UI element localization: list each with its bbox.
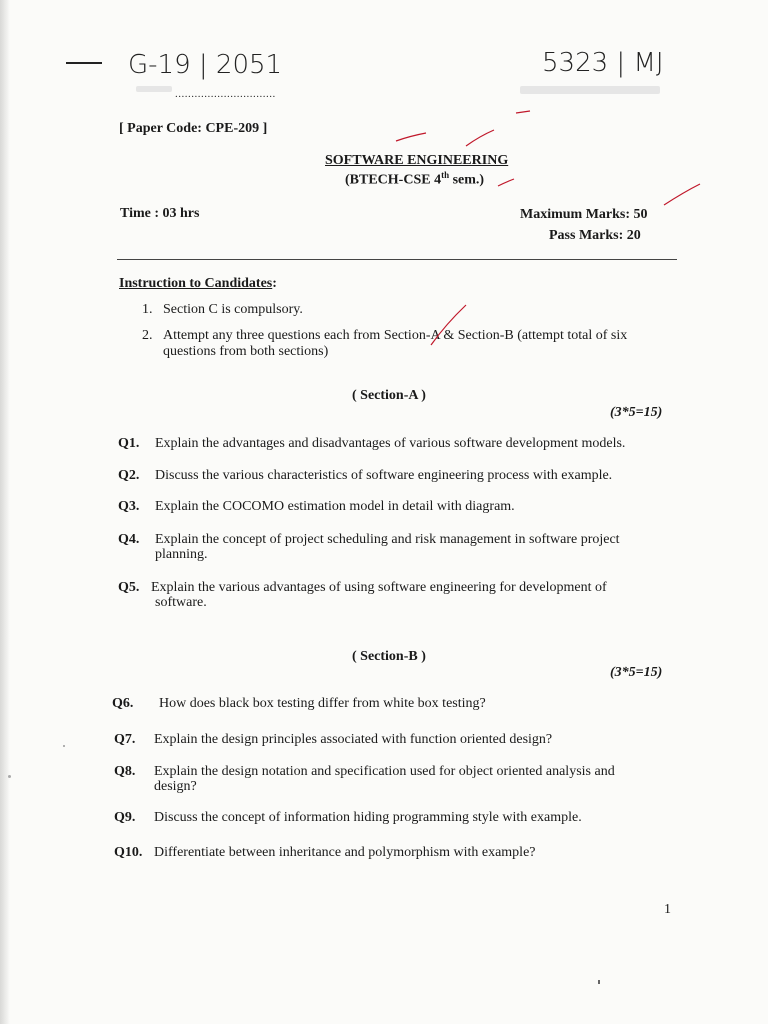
handwritten-left-code: G-19 | 2051 xyxy=(128,50,283,80)
q4-text: Explain the concept of project scheduling and risk management in software project xyxy=(155,532,620,547)
page-edge-shadow xyxy=(0,0,10,1024)
course-line xyxy=(345,170,484,189)
red-mark xyxy=(498,179,514,186)
q10-text: Differentiate between inheritance and polymorphism with example? xyxy=(154,845,536,860)
course-sup: th xyxy=(441,170,450,180)
instruction-1-num: 1. xyxy=(142,302,153,317)
red-mark xyxy=(466,130,494,146)
instruction-2-text-cont: questions from both sections) xyxy=(163,344,329,359)
q5-num: Q5. xyxy=(118,580,140,595)
instruction-2-num: 2. xyxy=(142,328,153,343)
red-mark xyxy=(396,133,426,141)
q3-num: Q3. xyxy=(118,499,140,514)
section-b-title: ( Section-B ) xyxy=(352,649,426,664)
instructions-colon: : xyxy=(272,276,277,291)
q8-text: Explain the design notation and specification used for object oriented analysis and xyxy=(154,764,615,779)
pass-marks: Pass Marks: 20 xyxy=(549,228,641,243)
page-number: 1 xyxy=(664,902,671,917)
q10-num: Q10. xyxy=(114,845,143,860)
q2-text: Discuss the various characteristics of software engineering process with example. xyxy=(155,468,613,483)
q3-text: Explain the COCOMO estimation model in detail with diagram. xyxy=(155,499,515,514)
q5-text: Explain the various advantages of using software engineering for development of xyxy=(151,580,607,595)
section-a-marks: (3*5=15) xyxy=(610,405,663,420)
scan-smudge xyxy=(520,86,660,94)
instructions-heading xyxy=(119,276,277,292)
q2-num: Q2. xyxy=(118,468,140,483)
scan-smudge xyxy=(136,86,172,92)
course-suffix: sem.) xyxy=(449,172,485,188)
q1-num: Q1. xyxy=(118,436,140,451)
red-mark xyxy=(516,111,530,113)
handwritten-dash xyxy=(66,62,102,64)
section-b-marks: (3*5=15) xyxy=(610,665,663,680)
q9-num: Q9. xyxy=(114,810,136,825)
q1-text: Explain the advantages and disadvantages of various software development models. xyxy=(155,436,626,451)
section-a-title: ( Section-A ) xyxy=(352,388,426,403)
red-mark xyxy=(664,184,700,205)
header-rule xyxy=(117,259,677,260)
q7-num: Q7. xyxy=(114,732,136,747)
q4-num: Q4. xyxy=(118,532,140,547)
scan-speck xyxy=(8,775,11,778)
q8-text-cont: design? xyxy=(154,779,197,794)
instruction-1-text: Section C is compulsory. xyxy=(163,302,303,317)
course-prefix: (BTECH-CSE 4 xyxy=(345,172,442,188)
q4-text-cont: planning. xyxy=(155,547,208,562)
paper-code: [ Paper Code: CPE-209 ] xyxy=(119,121,268,136)
scan-speck xyxy=(63,745,65,747)
q6-text: How does black box testing differ from white box testing? xyxy=(159,696,486,711)
dotted-line: ............................... xyxy=(175,88,276,100)
q8-num: Q8. xyxy=(114,764,136,779)
instructions-heading-text: Instruction to Candidates xyxy=(119,276,273,291)
q5-text-cont: software. xyxy=(155,595,207,610)
q6-num: Q6. xyxy=(112,696,134,711)
q9-text: Discuss the concept of information hiding programming style with example. xyxy=(154,810,582,825)
maximum-marks: Maximum Marks: 50 xyxy=(520,207,648,222)
scan-speck xyxy=(598,980,600,984)
handwritten-right-code: 5323 | MJ xyxy=(542,48,664,78)
subject-title: SOFTWARE ENGINEERING xyxy=(325,153,509,168)
time-allowed: Time : 03 hrs xyxy=(120,206,200,221)
q7-text: Explain the design principles associated with function oriented design? xyxy=(154,732,553,747)
instruction-2-text: Attempt any three questions each from Section-A & Section-B (attempt total of six xyxy=(163,328,628,343)
